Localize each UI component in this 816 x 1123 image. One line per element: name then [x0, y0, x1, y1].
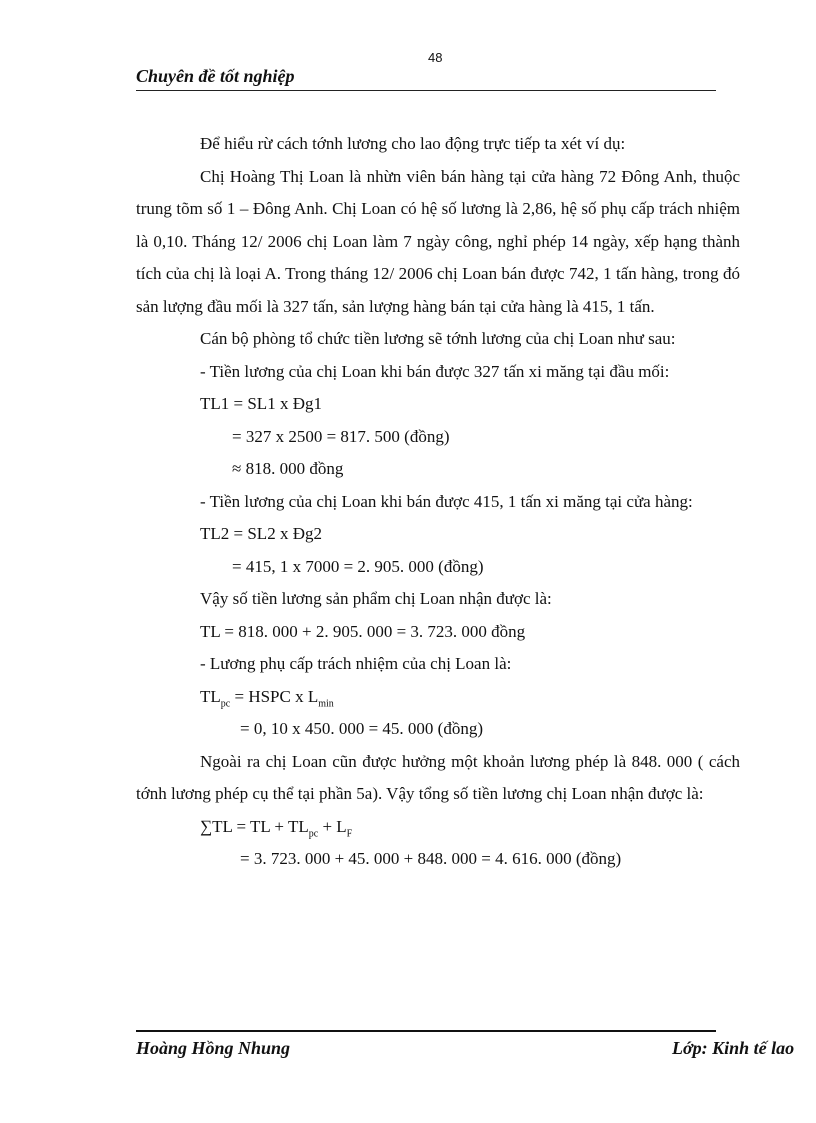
paragraph-leave-wage: Ngoài ra chị Loan cũn được hưởng một khoản lương phép là 848. 000 ( cách tớnh lương phép cụ thể tại phần 5a). Vậy tổng số tiền lương chị Loan nhận được là: [136, 751, 740, 803]
formula-tlpc-b: = HSPC x L [230, 686, 319, 706]
bullet-allowance: - Lương phụ cấp trách nhiệm của chị Loan là: [200, 654, 512, 673]
footer-rule [136, 1030, 716, 1032]
bullet-wage-1: - Tiền lương của chị Loan khi bán được 327 tấn xi măng tại đầu mối: [200, 361, 670, 381]
paragraph-method: Cán bộ phòng tổ chức tiền lương sẽ tớnh lương của chị Loan như sau: [200, 329, 676, 348]
formula-tl1-calc: = 327 x 2500 = 817. 500 (đồng) [232, 426, 450, 446]
formula-tlpc-sub2: min [318, 697, 334, 709]
formula-tl2-calc: = 415, 1 x 7000 = 2. 905. 000 (đồng) [232, 556, 484, 576]
line-product-wage: Vậy số tiền lương sản phẩm chị Loan nhận được là: [200, 589, 552, 608]
paragraph-intro: Để hiểu rừ cách tớnh lương cho lao động trực tiếp ta xét ví dụ: [200, 134, 626, 153]
formula-sum-calc: = 3. 723. 000 + 45. 000 + 848. 000 = 4. 616. 000 (đồng) [240, 849, 622, 868]
document-body [136, 128, 740, 876]
formula-sum-sub: pc [308, 827, 319, 839]
formula-tl1-approx: ≈ 818. 000 đồng [232, 459, 344, 478]
page-number: 48 [428, 50, 443, 65]
formula-tl2: TL2 = SL2 x Đg2 [200, 524, 322, 543]
header-title: Chuyên đề tốt nghiệp [136, 66, 295, 86]
paragraph-example: Chị Hoàng Thị Loan là nhừn viên bán hàng tại cửa hàng 72 Đông Anh, thuộc trung tõm số 1 – Đông Anh. Chị Loan có hệ số lương là 2,86, hệ số phụ cấp trách nhiệm là 0,10. Tháng 12/ 2006 chị Loan làm 7 ngày công, nghỉ phép 14 ngày, xếp hạng thành tích của chị là loại A. Trong tháng 12/ 2006 chị Loan bán được 742, 1 tấn hàng, trong đó sản lượng đầu mối là 327 tấn, sản lượng hàng bán tại cửa hàng là 415, 1 tấn. [136, 166, 740, 316]
formula-tl-total: TL = 818. 000 + 2. 905. 000 = 3. 723. 000 đồng [200, 621, 526, 641]
formula-sum-a: ∑TL = TL + TL [200, 816, 309, 836]
formula-sum-sub2: F [346, 827, 353, 839]
formula-tlpc-a: TL [200, 686, 221, 706]
formula-tlpc [136, 681, 740, 714]
formula-sum [136, 811, 740, 844]
formula-sum-b: + L [318, 816, 347, 836]
bullet-wage-2: - Tiền lương của chị Loan khi bán được 415, 1 tấn xi măng tại cửa hàng: [200, 491, 693, 511]
header-rule [136, 90, 716, 91]
footer-class: Lớp: Kinh tế lao [672, 1038, 795, 1058]
formula-tlpc-calc: = 0, 10 x 450. 000 = 45. 000 (đồng) [240, 719, 483, 738]
footer-author: Hoàng Hồng Nhung [136, 1038, 291, 1058]
formula-tl1: TL1 = SL1 x Đg1 [200, 394, 322, 413]
formula-tlpc-sub: pc [220, 697, 231, 709]
